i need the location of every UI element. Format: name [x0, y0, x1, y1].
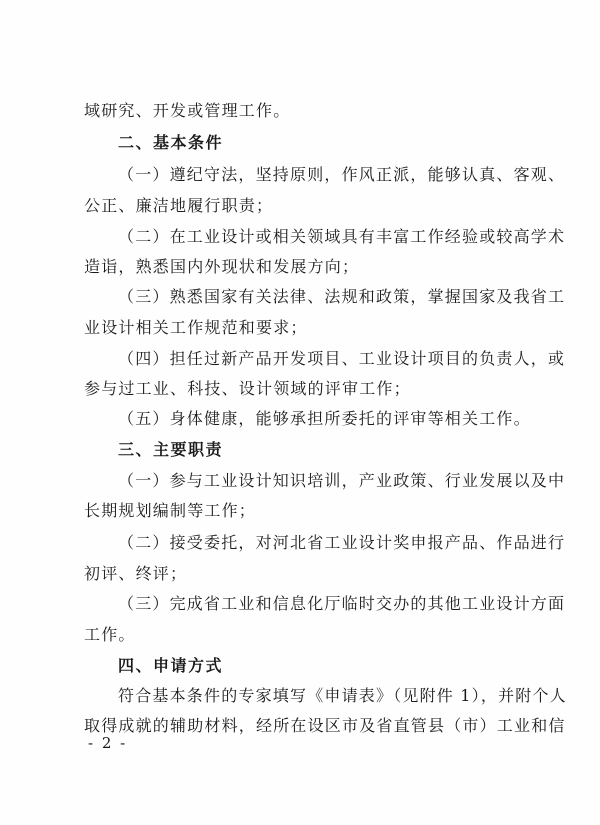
paragraph-line: （二）在工业设计或相关领域具有丰富工作经验或较高学术 [118, 227, 566, 246]
paragraph-line: （二）接受委托，对河北省工业设计奖申报产品、作品进行 [118, 533, 566, 552]
paragraph-line: 造诣，熟悉国内外现状和发展方向； [84, 257, 360, 276]
paragraph-line: 工作。 [84, 625, 136, 644]
section-heading-application-method: 四、申请方式 [118, 656, 224, 675]
paragraph-line: （一）参与工业设计知识培训，产业政策、行业发展以及中 [118, 471, 566, 490]
page-number: - 2 - [88, 734, 128, 752]
section-heading-main-duties: 三、主要职责 [118, 440, 224, 459]
paragraph-line: 符合基本条件的专家填写《申请表》（见附件 1），并附个人 [118, 686, 567, 705]
section-heading-basic-conditions: 二、基本条件 [118, 133, 224, 152]
paragraph-line: 业设计相关工作规范和要求； [84, 318, 308, 337]
paragraph-line: 参与过工业、科技、设计领域的评审工作； [84, 379, 411, 398]
paragraph-line: 公正、廉洁地履行职责； [84, 196, 274, 215]
paragraph-line: 取得成就的辅助材料，经所在设区市及省直管县（市）工业和信 [84, 716, 566, 735]
paragraph-line: （三）熟悉国家有关法律、法规和政策，掌握国家及我省工 [118, 287, 566, 306]
paragraph-line: （五）身体健康，能够承担所委托的评审等相关工作。 [118, 409, 531, 428]
paragraph-line: （三）完成省工业和信息化厅临时交办的其他工业设计方面 [118, 594, 566, 613]
paragraph-line: 域研究、开发或管理工作。 [84, 101, 291, 120]
paragraph-line: （一）遵纪守法，坚持原则，作风正派，能够认真、客观、 [118, 165, 566, 184]
paragraph-line: 长期规划编制等工作； [84, 501, 257, 520]
paragraph-line: 初评、终评； [84, 564, 188, 583]
paragraph-line: （四）担任过新产品开发项目、工业设计项目的负责人，或 [118, 349, 566, 368]
